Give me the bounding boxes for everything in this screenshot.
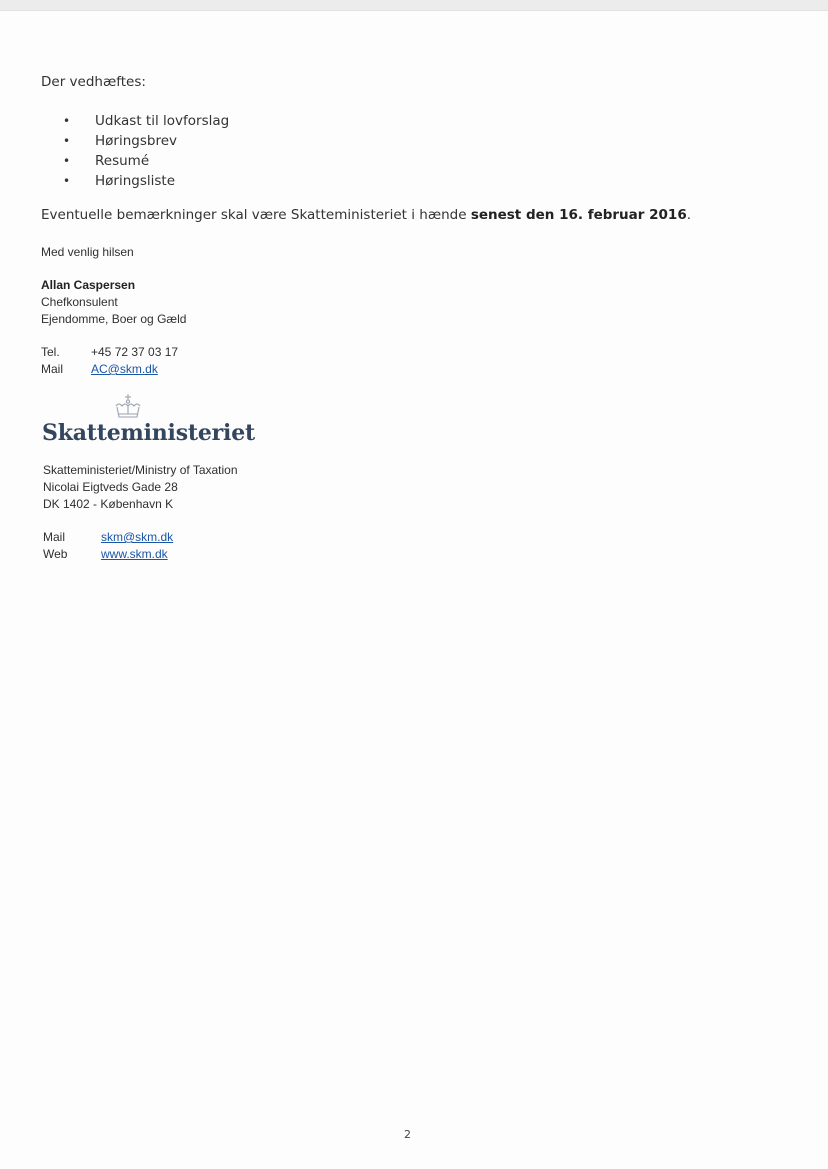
mail-label: Mail	[41, 362, 64, 376]
org-web	[43, 547, 168, 561]
org-mail-label: Mail	[43, 530, 66, 544]
signer-mail	[41, 362, 158, 376]
ministry-logo-text: Skatteministeriet	[42, 420, 255, 446]
remark-deadline: senest den 16. februar 2016	[470, 207, 687, 223]
list-item	[63, 151, 229, 171]
attachment-label: Høringsliste	[95, 173, 176, 189]
org-name: Skatteministeriet/Ministry of Taxation	[43, 463, 238, 477]
remark-text: Eventuelle bemærkninger skal være Skatteministeriet i hænde	[41, 207, 471, 223]
org-mail-link[interactable]: skm@skm.dk	[101, 530, 174, 544]
deadline-remark	[41, 207, 691, 223]
signer-title: Chefkonsulent	[41, 295, 118, 309]
list-item	[63, 111, 229, 131]
org-city: DK 1402 - København K	[43, 497, 174, 511]
bullet-icon: •	[63, 134, 71, 148]
closing-greeting: Med venlig hilsen	[41, 245, 134, 259]
org-web-label: Web	[43, 547, 68, 561]
signer-phone	[41, 345, 178, 359]
org-web-link[interactable]: www.skm.dk	[101, 547, 168, 561]
signer-department: Ejendomme, Boer og Gæld	[41, 312, 187, 326]
attachment-label: Resumé	[95, 153, 150, 169]
list-item	[63, 171, 229, 191]
org-street: Nicolai Eigtveds Gade 28	[43, 480, 178, 494]
phone-value: +45 72 37 03 17	[91, 345, 179, 359]
attachments-intro: Der vedhæftes:	[41, 74, 146, 90]
page-top-edge	[0, 0, 828, 11]
remark-suffix: .	[686, 207, 692, 223]
bullet-icon: •	[63, 154, 71, 168]
signer-name: Allan Caspersen	[41, 278, 136, 292]
list-item	[63, 131, 229, 151]
phone-label: Tel.	[41, 345, 60, 359]
bullet-icon: •	[63, 174, 71, 188]
attachment-list	[63, 111, 229, 191]
attachment-label: Udkast til lovforslag	[95, 113, 230, 129]
signer-mail-link[interactable]: AC@skm.dk	[91, 362, 158, 376]
bullet-icon: •	[63, 114, 71, 128]
attachment-label: Høringsbrev	[95, 133, 177, 149]
page-number: 2	[404, 1128, 411, 1141]
org-mail	[43, 530, 173, 544]
crown-icon	[112, 393, 144, 421]
